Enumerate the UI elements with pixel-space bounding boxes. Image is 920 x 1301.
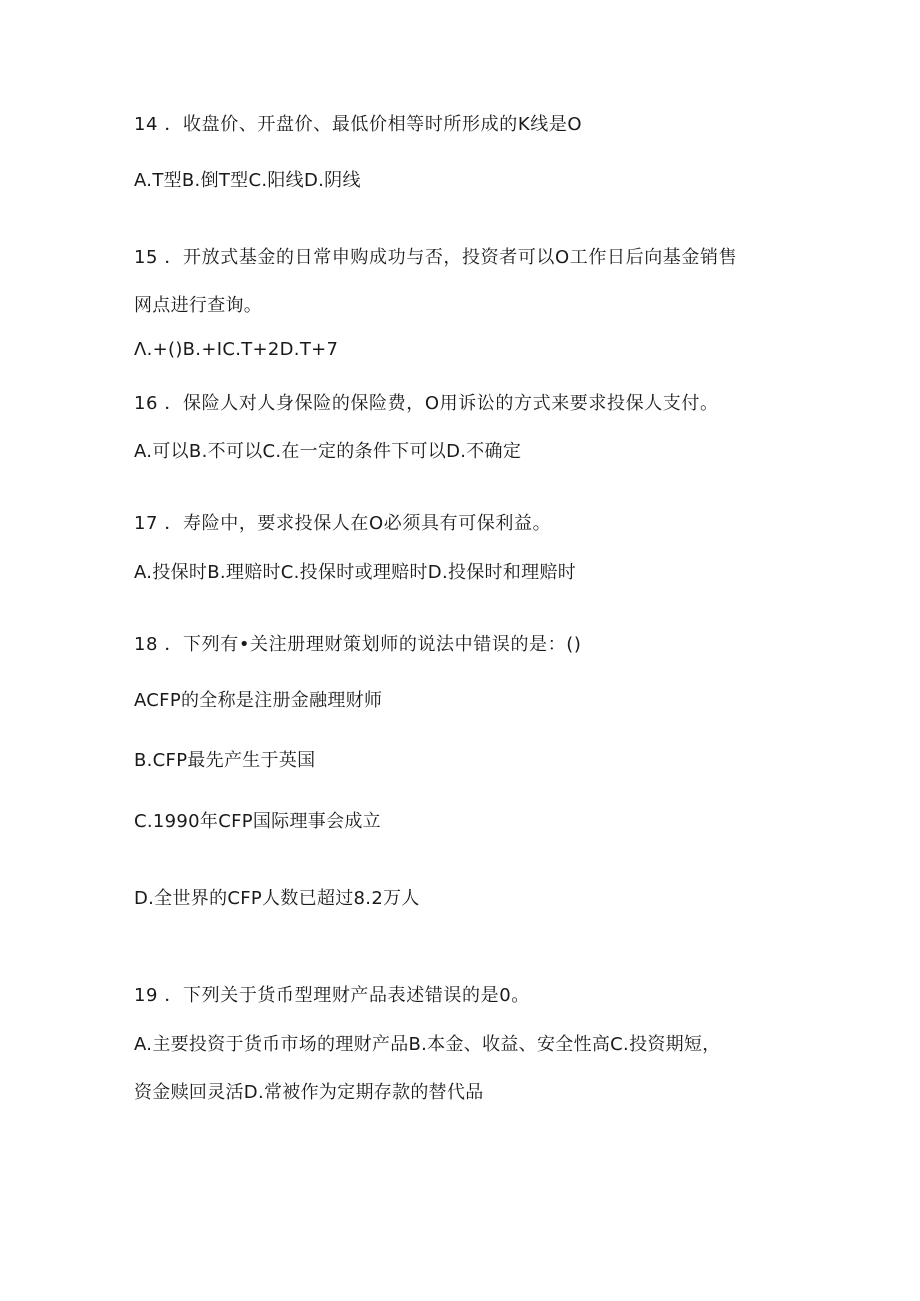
- question-14-text: 14 ．收盘价、开盘价、最低价相等时所形成的K线是O: [134, 114, 583, 135]
- question-17-options: A.投保时B.理赔时C.投保时或理赔时D.投保时和理赔时: [134, 562, 577, 583]
- question-18-text: 18 ．下列有•关注册理财策划师的说法中错误的是：(): [134, 634, 582, 655]
- question-19-options-continued: 资金赎回灵活D.常被作为定期存款的替代品: [134, 1082, 484, 1103]
- question-19-text: 19 ．下列关于货币型理财产品表述错误的是0。: [134, 985, 530, 1006]
- question-15-text: 15 ．开放式基金的日常申购成功与否，投资者可以O工作日后向基金销售: [134, 247, 738, 268]
- question-14-options: A.T型B.倒T型C.阳线D.阴线: [134, 170, 361, 191]
- question-17-text: 17 ．寿险中，要求投保人在O必须具有可保利益。: [134, 513, 552, 534]
- question-18-option-c: C.1990年CFP国际理事会成立: [134, 811, 381, 832]
- question-18-option-a: ACFP的全称是注册金融理财师: [134, 690, 383, 711]
- question-18-option-b: B.CFP最先产生于英国: [134, 750, 316, 771]
- question-19-options: A.主要投资于货币市场的理财产品B.本金、收益、安全性高C.投资期短，: [134, 1034, 721, 1055]
- question-16-options: A.可以B.不可以C.在一定的条件下可以D.不确定: [134, 441, 522, 462]
- question-15-options: Λ.+()B.+IC.T+2D.T+7: [134, 339, 339, 360]
- question-16-text: 16 ．保险人对人身保险的保险费，O用诉讼的方式来要求投保人支付。: [134, 393, 719, 414]
- question-18-option-d: D.全世界的CFP人数已超过8.2万人: [134, 888, 420, 909]
- question-15-text-continued: 网点进行查询。: [134, 295, 263, 316]
